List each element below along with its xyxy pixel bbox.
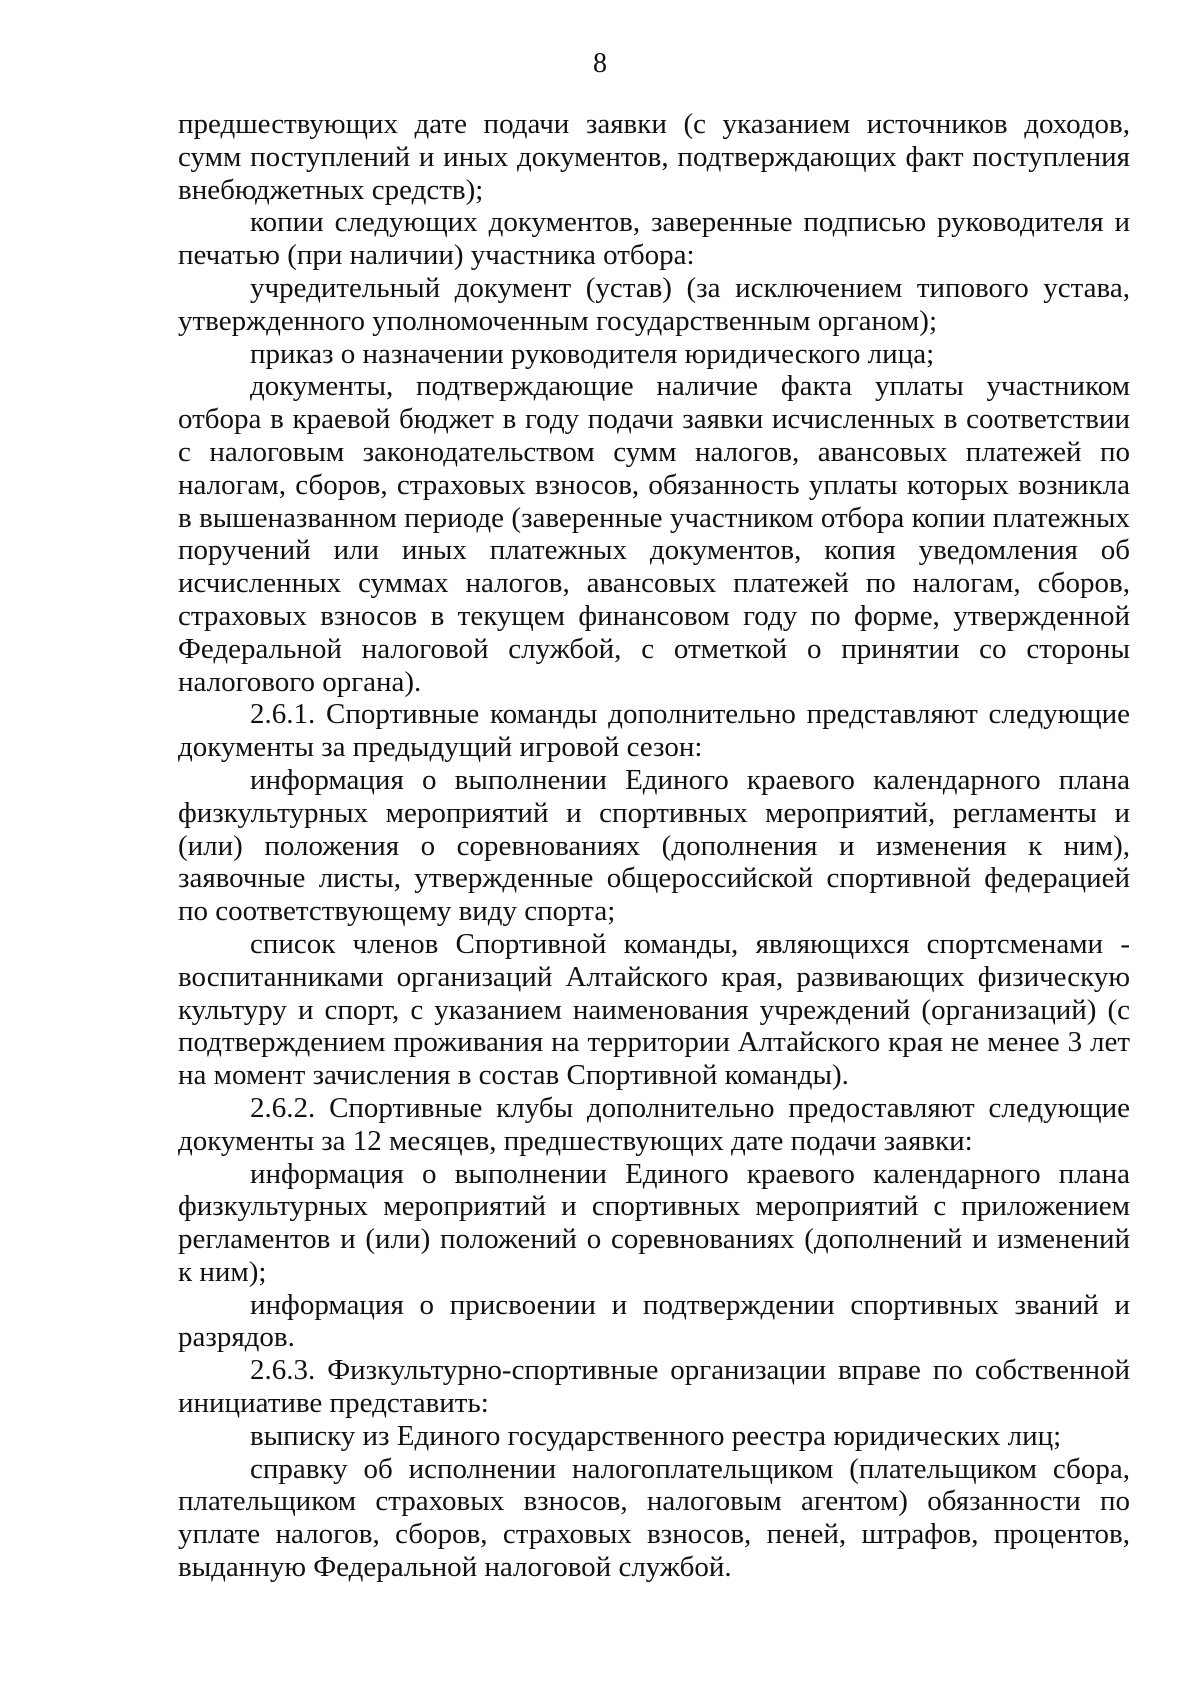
paragraph-clause-2-6-1: 2.6.1. Спортивные команды дополнительно представляют следующие документы за предыдущий игровой сезон:	[178, 698, 1130, 764]
paragraph-team-members-list: список членов Спортивной команды, являющихся спортсменами - воспитанниками организаций Алтайского края, развивающих физическую культуру и спорт, с указанием наименования учреждений (организаций) (с подтверждением проживания на территории Алтайского края не менее 3 лет на момент зачисления в состав Спортивной команды).	[178, 927, 1130, 1092]
paragraph-clause-2-6-3: 2.6.3. Физкультурно-спортивные организации вправе по собственной инициативе представить:	[178, 1354, 1130, 1420]
paragraph-charter: учредительный документ (устав) (за исключением типового устава, утвержденного уполномоченным государственным органом);	[178, 271, 1130, 337]
paragraph-sports-titles: информация о присвоении и подтверждении спортивных званий и разрядов.	[178, 1288, 1130, 1354]
paragraph-document-copies: копии следующих документов, заверенные подписью руководителя и печатью (при наличии) участника отбора:	[178, 206, 1130, 272]
paragraph-director-order: приказ о назначении руководителя юридического лица;	[250, 337, 935, 370]
paragraph-continuation: предшествующих дате подачи заявки (с указанием источников доходов, сумм поступлений и иных документов, подтверждающих факт поступления внебюджетных средств);	[178, 108, 1130, 206]
paragraph-calendar-plan-info-clubs: информация о выполнении Единого краевого календарного плана физкультурных мероприятий и спортивных мероприятий с приложением регламентов и (или) положений о соревнованиях (дополнений и изменений к ним);	[178, 1157, 1130, 1288]
paragraph-calendar-plan-info-teams: информация о выполнении Единого краевого календарного плана физкультурных мероприятий и спортивных мероприятий, регламенты и (или) положения о соревнованиях (дополнения и изменения к ним), заявочные листы, утвержденные общероссийской спортивной федерацией по соответствующему виду спорта;	[178, 763, 1130, 928]
page-number: 8	[593, 48, 607, 79]
paragraph-tax-payment-documents: документы, подтверждающие наличие факта уплаты участником отбора в краевой бюджет в году подачи заявки исчисленных в соответствии с налоговым законодательством сумм налогов, авансовых платежей по налогам, сборов, страховых взносов, обязанность уплаты которых возникла в вышеназванном периоде (заверенные участником отбора копии платежных поручений или иных платежных документов, копия уведомления об исчисленных суммах налогов, авансовых платежей по налогам, сборов, страховых взносов в текущем финансовом году по форме, утвержденной Федеральной налоговой службой, с отметкой о принятии со стороны налогового органа).	[178, 370, 1130, 698]
paragraph-registry-extract: выписку из Единого государственного реестра юридических лиц;	[250, 1419, 1062, 1452]
document-body	[178, 108, 1130, 1584]
paragraph-clause-2-6-2: 2.6.2. Спортивные клубы дополнительно предоставляют следующие документы за 12 месяцев, предшествующих дате подачи заявки:	[178, 1091, 1130, 1157]
paragraph-tax-certificate: справку об исполнении налогоплательщиком (плательщиком сбора, плательщиком страховых взносов, налоговым агентом) обязанности по уплате налогов, сборов, страховых взносов, пеней, штрафов, процентов, выданную Федеральной налоговой службой.	[178, 1452, 1130, 1584]
